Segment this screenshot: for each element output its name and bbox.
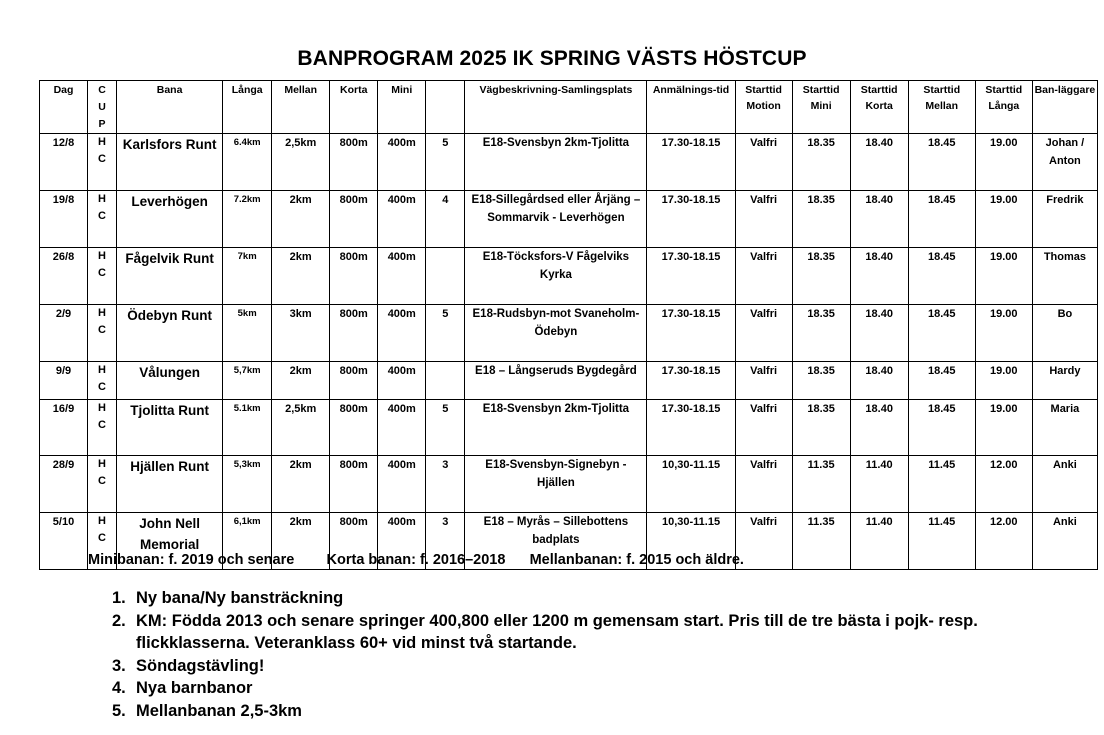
cell-vag: E18-Svensbyn 2km-Tjolitta	[465, 400, 647, 456]
cell-mini: 400m	[378, 191, 426, 248]
cell-laggare: Thomas	[1032, 248, 1097, 305]
cell-korta: 800m	[330, 248, 378, 305]
cell-laggare: Anki	[1032, 456, 1097, 513]
cell-korta: 800m	[330, 134, 378, 191]
cell-mellan: 2km	[272, 248, 330, 305]
cell-s-mellan: 18.45	[908, 305, 975, 362]
col-header-anm: Anmälnings-tid	[647, 81, 735, 134]
note-item	[112, 587, 1072, 610]
col-header-start-mini: Starttid Mini	[792, 81, 850, 134]
cell-motion: Valfri	[735, 134, 792, 191]
cell-mini: 400m	[378, 305, 426, 362]
cell-anm: 10,30-11.15	[647, 456, 735, 513]
cell-cup: HC	[88, 513, 117, 570]
cell-bana: Fågelvik Runt	[117, 248, 223, 305]
cell-anm: 17.30-18.15	[647, 248, 735, 305]
cell-cup: HC	[88, 400, 117, 456]
cell-laggare: Maria	[1032, 400, 1097, 456]
cell-korta: 800m	[330, 513, 378, 570]
cell-s-mellan: 11.45	[908, 456, 975, 513]
note-item	[112, 655, 1072, 678]
cell-vag: E18 – Myrås – Sillebottens badplats	[465, 513, 647, 570]
cell-s-langa: 19.00	[975, 305, 1032, 362]
cell-s-langa: 12.00	[975, 513, 1032, 570]
cell-motion: Valfri	[735, 400, 792, 456]
cell-s-korta: 11.40	[850, 513, 908, 570]
table-row	[40, 362, 1098, 400]
note-number: 4.	[112, 679, 126, 697]
cell-langa: 5.1km	[223, 400, 272, 456]
note-text: Mellanbanan 2,5-3km	[136, 701, 302, 720]
note-text: KM: Födda 2013 och senare springer 400,800 eller 1200 m gemensam start. Pris till de tre bästa i pojk- resp. flickklasserna. Veteranklass 60+ vid minst två startande.	[136, 611, 978, 652]
cell-korta: 800m	[330, 400, 378, 456]
cell-s-langa: 12.00	[975, 456, 1032, 513]
cell-ny: 5	[426, 400, 465, 456]
cell-anm: 17.30-18.15	[647, 400, 735, 456]
cell-motion: Valfri	[735, 456, 792, 513]
cell-s-mellan: 18.45	[908, 362, 975, 400]
cell-s-mini: 11.35	[792, 456, 850, 513]
cell-ny: 5	[426, 305, 465, 362]
note-number: 2.	[112, 611, 126, 630]
cell-anm: 17.30-18.15	[647, 191, 735, 248]
cell-motion: Valfri	[735, 248, 792, 305]
cell-mini: 400m	[378, 513, 426, 570]
cell-s-korta: 18.40	[850, 134, 908, 191]
cell-ny	[426, 362, 465, 400]
col-header-vag: Vägbeskrivning-Samlingsplats	[465, 81, 647, 134]
cell-s-langa: 19.00	[975, 134, 1032, 191]
col-header-bana: Bana	[117, 81, 223, 134]
cell-dag: 26/8	[40, 248, 88, 305]
table-row	[40, 248, 1098, 305]
col-header-start-langa: Starttid Långa	[975, 81, 1032, 134]
cell-vag: E18-Svensbyn 2km-Tjolitta	[465, 134, 647, 191]
cell-cup: HC	[88, 248, 117, 305]
cell-mini: 400m	[378, 134, 426, 191]
cell-langa: 6.4km	[223, 134, 272, 191]
cell-bana: Karlsfors Runt	[117, 134, 223, 191]
age-footnote: Minibanan: f. 2019 och senare Korta banan: f. 2016–2018 Mellanbanan: f. 2015 och äldre.	[88, 552, 744, 568]
table-row	[40, 305, 1098, 362]
cell-s-korta: 18.40	[850, 305, 908, 362]
note-number: 5.	[112, 701, 126, 720]
cell-s-mini: 18.35	[792, 362, 850, 400]
cell-langa: 5km	[223, 305, 272, 362]
cell-ny: 5	[426, 134, 465, 191]
cell-s-mini: 18.35	[792, 248, 850, 305]
cell-cup: HC	[88, 191, 117, 248]
cell-s-mellan: 11.45	[908, 513, 975, 570]
notes-list	[112, 587, 1072, 722]
table-row	[40, 456, 1098, 513]
cell-vag: E18-Rudsbyn-mot Svaneholm-Ödebyn	[465, 305, 647, 362]
cell-bana: Ödebyn Runt	[117, 305, 223, 362]
cell-dag: 28/9	[40, 456, 88, 513]
col-header-laggare: Ban-läggare	[1032, 81, 1097, 134]
cell-anm: 17.30-18.15	[647, 134, 735, 191]
cell-cup: HC	[88, 362, 117, 400]
table-row	[40, 134, 1098, 191]
cell-cup: HC	[88, 305, 117, 362]
note-number: 1.	[112, 589, 126, 607]
cell-laggare: Hardy	[1032, 362, 1097, 400]
cell-mellan: 2,5km	[272, 134, 330, 191]
cell-bana: Leverhögen	[117, 191, 223, 248]
cell-s-mini: 18.35	[792, 305, 850, 362]
cell-ny: 3	[426, 456, 465, 513]
cell-anm: 17.30-18.15	[647, 305, 735, 362]
cell-s-langa: 19.00	[975, 248, 1032, 305]
note-item	[112, 700, 1072, 723]
cell-mellan: 2,5km	[272, 400, 330, 456]
cell-s-mellan: 18.45	[908, 134, 975, 191]
cell-langa: 5,3km	[223, 456, 272, 513]
cell-langa: 5,7km	[223, 362, 272, 400]
schedule-table	[39, 80, 1098, 570]
col-header-start-korta: Starttid Korta	[850, 81, 908, 134]
cell-mellan: 2km	[272, 456, 330, 513]
cell-mellan: 2km	[272, 362, 330, 400]
cell-ny	[426, 248, 465, 305]
cell-laggare: Anki	[1032, 513, 1097, 570]
cell-mini: 400m	[378, 456, 426, 513]
cell-ny: 3	[426, 513, 465, 570]
table-row	[40, 191, 1098, 248]
note-number: 3.	[112, 656, 126, 675]
cell-s-mini: 18.35	[792, 400, 850, 456]
col-header-mellan: Mellan	[272, 81, 330, 134]
col-header-korta: Korta	[330, 81, 378, 134]
cell-bana: John Nell Memorial	[117, 513, 223, 570]
cell-s-mellan: 18.45	[908, 400, 975, 456]
cell-s-korta: 18.40	[850, 362, 908, 400]
cell-laggare: Bo	[1032, 305, 1097, 362]
cell-korta: 800m	[330, 191, 378, 248]
note-item	[112, 610, 1072, 655]
cell-cup: HC	[88, 456, 117, 513]
col-header-motion: Starttid Motion	[735, 81, 792, 134]
cell-s-mellan: 18.45	[908, 248, 975, 305]
note-text: Söndagstävling!	[136, 656, 265, 675]
cell-mini: 400m	[378, 362, 426, 400]
cell-ny: 4	[426, 191, 465, 248]
cell-vag: E18 – Långseruds Bygdegård	[465, 362, 647, 400]
cell-s-korta: 18.40	[850, 191, 908, 248]
cell-motion: Valfri	[735, 513, 792, 570]
cell-mellan: 2km	[272, 513, 330, 570]
col-header-dag: Dag	[40, 81, 88, 134]
cell-s-korta: 18.40	[850, 248, 908, 305]
cell-dag: 9/9	[40, 362, 88, 400]
cell-vag: E18-Sillegårdsed eller Årjäng – Sommarvik - Leverhögen	[465, 191, 647, 248]
cell-anm: 10,30-11.15	[647, 513, 735, 570]
note-text: Ny bana/Ny bansträckning	[136, 589, 344, 607]
cell-dag: 2/9	[40, 305, 88, 362]
cell-cup: HC	[88, 134, 117, 191]
cell-s-langa: 19.00	[975, 400, 1032, 456]
cell-bana: Hjällen Runt	[117, 456, 223, 513]
col-header-mini: Mini	[378, 81, 426, 134]
cell-korta: 800m	[330, 362, 378, 400]
col-header-ny	[426, 81, 465, 134]
cell-vag: E18-Töcksfors-V Fågelviks Kyrka	[465, 248, 647, 305]
cell-motion: Valfri	[735, 362, 792, 400]
cell-langa: 6,1km	[223, 513, 272, 570]
cell-s-mellan: 18.45	[908, 191, 975, 248]
cell-mellan: 3km	[272, 305, 330, 362]
cell-s-mini: 11.35	[792, 513, 850, 570]
cell-korta: 800m	[330, 456, 378, 513]
col-header-start-mellan: Starttid Mellan	[908, 81, 975, 134]
cell-anm: 17.30-18.15	[647, 362, 735, 400]
col-header-langa: Långa	[223, 81, 272, 134]
cell-s-langa: 19.00	[975, 191, 1032, 248]
cell-mini: 400m	[378, 400, 426, 456]
cell-s-langa: 19.00	[975, 362, 1032, 400]
cell-s-mini: 18.35	[792, 191, 850, 248]
table-header-row	[40, 81, 1098, 134]
cell-mini: 400m	[378, 248, 426, 305]
cell-laggare: Johan / Anton	[1032, 134, 1097, 191]
cell-dag: 16/9	[40, 400, 88, 456]
cell-langa: 7km	[223, 248, 272, 305]
note-item	[112, 677, 1072, 700]
cell-langa: 7.2km	[223, 191, 272, 248]
cell-dag: 19/8	[40, 191, 88, 248]
cell-bana: Tjolitta Runt	[117, 400, 223, 456]
cell-motion: Valfri	[735, 305, 792, 362]
cell-korta: 800m	[330, 305, 378, 362]
cell-s-mini: 18.35	[792, 134, 850, 191]
table-row	[40, 400, 1098, 456]
cell-vag: E18-Svensbyn-Signebyn - Hjällen	[465, 456, 647, 513]
col-header-cup: CUP	[88, 81, 117, 134]
cell-laggare: Fredrik	[1032, 191, 1097, 248]
cell-dag: 5/10	[40, 513, 88, 570]
cell-mellan: 2km	[272, 191, 330, 248]
cell-dag: 12/8	[40, 134, 88, 191]
cell-bana: Vålungen	[117, 362, 223, 400]
cell-motion: Valfri	[735, 191, 792, 248]
cell-s-korta: 11.40	[850, 456, 908, 513]
page-title: BANPROGRAM 2025 IK SPRING VÄSTS HÖSTCUP	[297, 47, 807, 70]
cell-s-korta: 18.40	[850, 400, 908, 456]
note-text: Nya barnbanor	[136, 679, 253, 697]
